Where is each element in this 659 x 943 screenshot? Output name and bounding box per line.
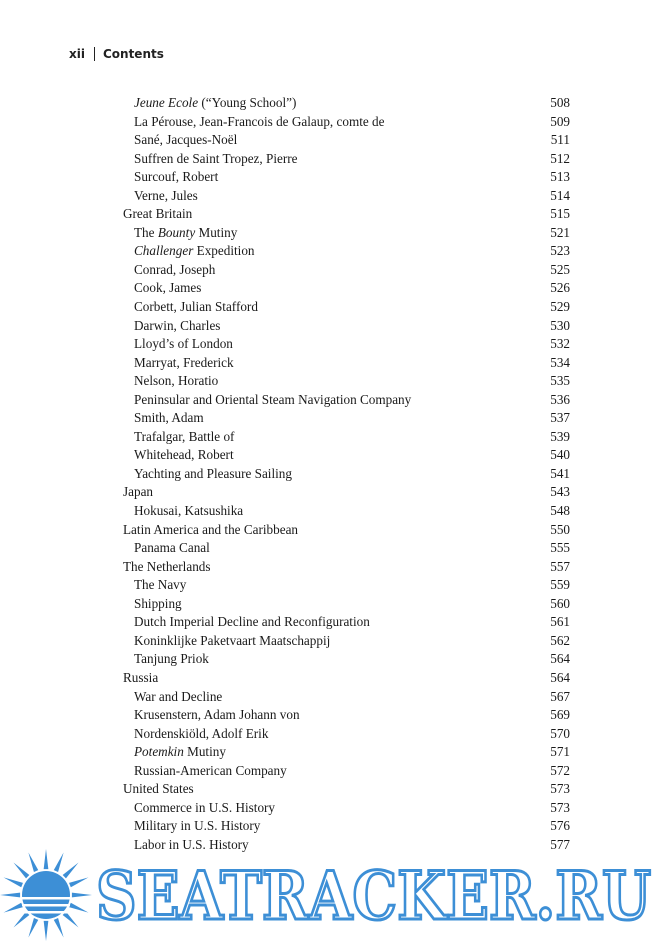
watermark: [0, 845, 659, 943]
entry-page-number: 548: [550, 503, 570, 519]
page-number: xii: [69, 47, 85, 61]
entry-title-text: Labor in U.S. History: [134, 836, 249, 852]
entry-title-text: Smith, Adam: [134, 410, 204, 426]
sun-ray: [4, 877, 23, 887]
entry-page-number: 571: [550, 744, 570, 760]
entry-page-number: 573: [550, 781, 570, 797]
entry-title: [123, 205, 192, 224]
entry-title: [134, 502, 243, 521]
entry-title-text: Latin America and the Caribbean: [123, 521, 299, 537]
entry-title-text: Russian-American Company: [134, 762, 287, 778]
entry-title-text: Mutiny: [183, 744, 226, 760]
entry-page-number: 511: [550, 132, 570, 148]
watermark-text: SEATRACKER.RU: [96, 857, 651, 935]
entry-title: [134, 613, 370, 632]
entry-title-text: Verne, Jules: [134, 187, 198, 203]
entry-title-text: Trafalgar, Battle of: [134, 428, 235, 444]
entry-page-number: 515: [550, 206, 570, 222]
entry-title: [134, 168, 218, 187]
entry-title-text: Cook, James: [134, 280, 202, 296]
entry-title-italic: Jeune Ecole: [134, 95, 199, 110]
entry-page-number: 535: [550, 373, 570, 389]
toc-entry: [123, 279, 570, 298]
entry-title-text: War and Decline: [134, 688, 223, 704]
toc-entry: [123, 595, 570, 614]
entry-page-number: 564: [550, 651, 570, 667]
sun-ray: [44, 921, 49, 941]
entry-page-number: 512: [550, 150, 570, 166]
toc-entry: [123, 483, 570, 502]
entry-page-number: 523: [550, 243, 570, 259]
running-header: [69, 47, 164, 61]
toc-entry: [123, 131, 570, 150]
entry-page-number: 536: [550, 391, 570, 407]
entry-title-text: The Navy: [134, 577, 187, 593]
toc-entry: [123, 224, 570, 243]
entry-title: [123, 780, 194, 799]
sun-ray: [54, 918, 64, 937]
entry-title-text: The Netherlands: [123, 558, 211, 574]
entry-title-text: Japan: [123, 484, 154, 500]
entry-title-text: Dutch Imperial Decline and Reconfiguration: [134, 614, 370, 630]
sun-ray: [28, 918, 38, 937]
toc-entry: [123, 632, 570, 651]
sun-ray: [69, 903, 88, 913]
entry-title-text: Hokusai, Katsushika: [134, 503, 244, 519]
entry-title: [134, 372, 218, 391]
entry-page-number: 570: [550, 725, 570, 741]
entry-page-number: 559: [550, 577, 570, 593]
entry-page-number: 577: [550, 836, 570, 852]
sun-icon: [0, 849, 92, 941]
entry-title: [134, 799, 275, 818]
entry-title-text: Koninklijke Paketvaart Maatschappij: [134, 632, 331, 648]
entry-title: [134, 428, 234, 447]
entry-page-number: 514: [550, 187, 570, 203]
toc-entry: [123, 317, 570, 336]
entry-title-text: La Pérouse, Jean-Francois de Galaup, comte de: [134, 113, 385, 129]
table-of-contents: [123, 94, 570, 854]
toc-entry: [123, 150, 570, 169]
entry-title: [134, 465, 292, 484]
entry-title-text: Krusenstern, Adam Johann von: [134, 707, 300, 723]
entry-title-text: Great Britain: [123, 206, 193, 222]
toc-entry: [123, 354, 570, 373]
entry-page-number: 564: [550, 669, 570, 685]
entry-title-text: (“Young School”): [198, 95, 297, 110]
toc-entry: [123, 261, 570, 280]
toc-entry: [123, 94, 570, 113]
entry-page-number: 534: [550, 354, 570, 370]
entry-page-number: 532: [550, 336, 570, 352]
toc-entry: [123, 613, 570, 632]
entry-page-number: 572: [550, 762, 570, 778]
sun-ray: [63, 912, 79, 928]
entry-page-number: 550: [550, 521, 570, 537]
entry-title: [134, 688, 222, 707]
entry-title-text: Corbett, Julian Stafford: [134, 299, 258, 315]
toc-entry: [123, 817, 570, 836]
toc-entry: [123, 558, 570, 577]
sun-ray: [72, 893, 92, 898]
toc-entry: [123, 113, 570, 132]
entry-title-text: Russia: [123, 669, 159, 685]
entry-title-text: Whitehead, Robert: [134, 447, 234, 463]
section-title: Contents: [102, 47, 164, 61]
entry-page-number: 539: [550, 428, 570, 444]
toc-entry: [123, 335, 570, 354]
entry-page-number: 557: [550, 558, 570, 574]
entry-title: [134, 539, 210, 558]
toc-entry: [123, 205, 570, 224]
entry-title: [134, 576, 186, 595]
entry-page-number: 560: [550, 595, 570, 611]
entry-page-number: 561: [550, 614, 570, 630]
entry-title: [134, 298, 258, 317]
entry-title: [134, 725, 268, 744]
entry-title-italic: Potemkin: [134, 744, 184, 760]
toc-entry: [123, 298, 570, 317]
sun-ray: [69, 877, 88, 887]
entry-title-text: Nelson, Horatio: [134, 373, 219, 389]
entry-title: [134, 409, 204, 428]
entry-title: [134, 317, 220, 336]
entry-title-text: The: [134, 224, 158, 240]
entry-title-text: Lloyd’s of London: [134, 336, 233, 352]
entry-page-number: 541: [550, 465, 570, 481]
entry-title-italic: Bounty: [157, 224, 196, 240]
entry-title: [134, 131, 237, 150]
sun-wave: [22, 911, 70, 914]
entry-title: [134, 632, 330, 651]
entry-title-text: Panama Canal: [134, 540, 210, 556]
entry-page-number: 537: [550, 410, 570, 426]
entry-title-italic: Challenger: [134, 243, 194, 259]
entry-title-text: Expedition: [193, 243, 255, 259]
entry-title: [134, 706, 300, 725]
entry-page-number: 509: [550, 113, 570, 129]
entry-title: [134, 391, 411, 410]
sun-ray: [4, 903, 23, 913]
entry-page-number: 525: [550, 261, 570, 277]
entry-title: [123, 558, 211, 577]
entry-title-text: Nordenskiöld, Adolf Erik: [134, 725, 269, 741]
entry-page-number: 530: [550, 317, 570, 333]
entry-title-text: Peninsular and Oriental Steam Navigation Company: [134, 391, 412, 407]
entry-page-number: 543: [550, 484, 570, 500]
sun-ray: [63, 862, 79, 878]
entry-title-text: United States: [123, 781, 194, 797]
sun-ray: [54, 853, 64, 872]
toc-entry: [123, 780, 570, 799]
entry-page-number: 573: [550, 799, 570, 815]
entry-title: [134, 261, 215, 280]
toc-entry: [123, 502, 570, 521]
entry-title-text: Commerce in U.S. History: [134, 799, 276, 815]
entry-title: [134, 446, 234, 465]
toc-entry: [123, 372, 570, 391]
entry-title-text: Darwin, Charles: [134, 317, 221, 333]
entry-page-number: 540: [550, 447, 570, 463]
sun-ray: [28, 853, 38, 872]
toc-entry: [123, 743, 570, 762]
toc-entry: [123, 428, 570, 447]
entry-page-number: 555: [550, 540, 570, 556]
entry-title: [134, 354, 234, 373]
toc-entry: [123, 688, 570, 707]
sun-ray: [0, 893, 20, 898]
toc-entry: [123, 409, 570, 428]
entry-page-number: 562: [550, 632, 570, 648]
entry-page-number: 567: [550, 688, 570, 704]
toc-entry: [123, 521, 570, 540]
entry-title: [134, 113, 384, 132]
entry-title: [134, 224, 237, 243]
entry-title: [123, 483, 153, 502]
entry-page-number: 508: [550, 95, 570, 110]
entry-title: [123, 521, 298, 540]
entry-title-text: Sané, Jacques-Noël: [134, 132, 238, 148]
entry-title: [134, 817, 260, 836]
entry-title: [134, 187, 198, 206]
toc-entry: [123, 725, 570, 744]
toc-entry: [123, 539, 570, 558]
entry-title-text: Suffren de Saint Tropez, Pierre: [134, 150, 298, 166]
entry-title: [134, 94, 296, 113]
entry-title: [134, 762, 287, 781]
entry-title-text: Marryat, Frederick: [134, 354, 234, 370]
entry-title: [123, 669, 158, 688]
entry-title: [134, 743, 226, 762]
toc-entry: [123, 799, 570, 818]
toc-entry: [123, 187, 570, 206]
toc-entry: [123, 706, 570, 725]
entry-page-number: 576: [550, 818, 570, 834]
toc-entry: [123, 242, 570, 261]
sun-ray: [13, 912, 29, 928]
toc-entry: [123, 465, 570, 484]
entry-title: [134, 279, 201, 298]
toc-entry: [123, 576, 570, 595]
entry-page-number: 569: [550, 707, 570, 723]
entry-title: [134, 150, 297, 169]
entry-page-number: 513: [550, 169, 570, 185]
entry-page-number: 529: [550, 299, 570, 315]
entry-page-number: 521: [550, 224, 570, 240]
entry-title: [134, 595, 182, 614]
sun-wave: [22, 904, 70, 907]
toc-entry: [123, 669, 570, 688]
entry-title-text: Yachting and Pleasure Sailing: [134, 465, 292, 481]
entry-title-text: Mutiny: [195, 224, 238, 240]
sun-wave: [22, 897, 70, 900]
entry-title-text: Tanjung Priok: [134, 651, 209, 667]
entry-title: [134, 335, 233, 354]
entry-title: [134, 650, 209, 669]
entry-title: [134, 242, 255, 261]
entry-title-text: Military in U.S. History: [134, 818, 261, 834]
header-divider: [94, 47, 95, 61]
toc-entry: [123, 168, 570, 187]
toc-entry: [123, 391, 570, 410]
entry-page-number: 526: [550, 280, 570, 296]
entry-title-text: Shipping: [134, 595, 182, 611]
entry-title-text: Surcouf, Robert: [134, 169, 219, 185]
toc-entry: [123, 650, 570, 669]
toc-entry: [123, 762, 570, 781]
sun-ray: [13, 862, 29, 878]
entry-title-text: Conrad, Joseph: [134, 261, 216, 277]
sun-ray: [44, 849, 49, 869]
toc-entry: [123, 446, 570, 465]
